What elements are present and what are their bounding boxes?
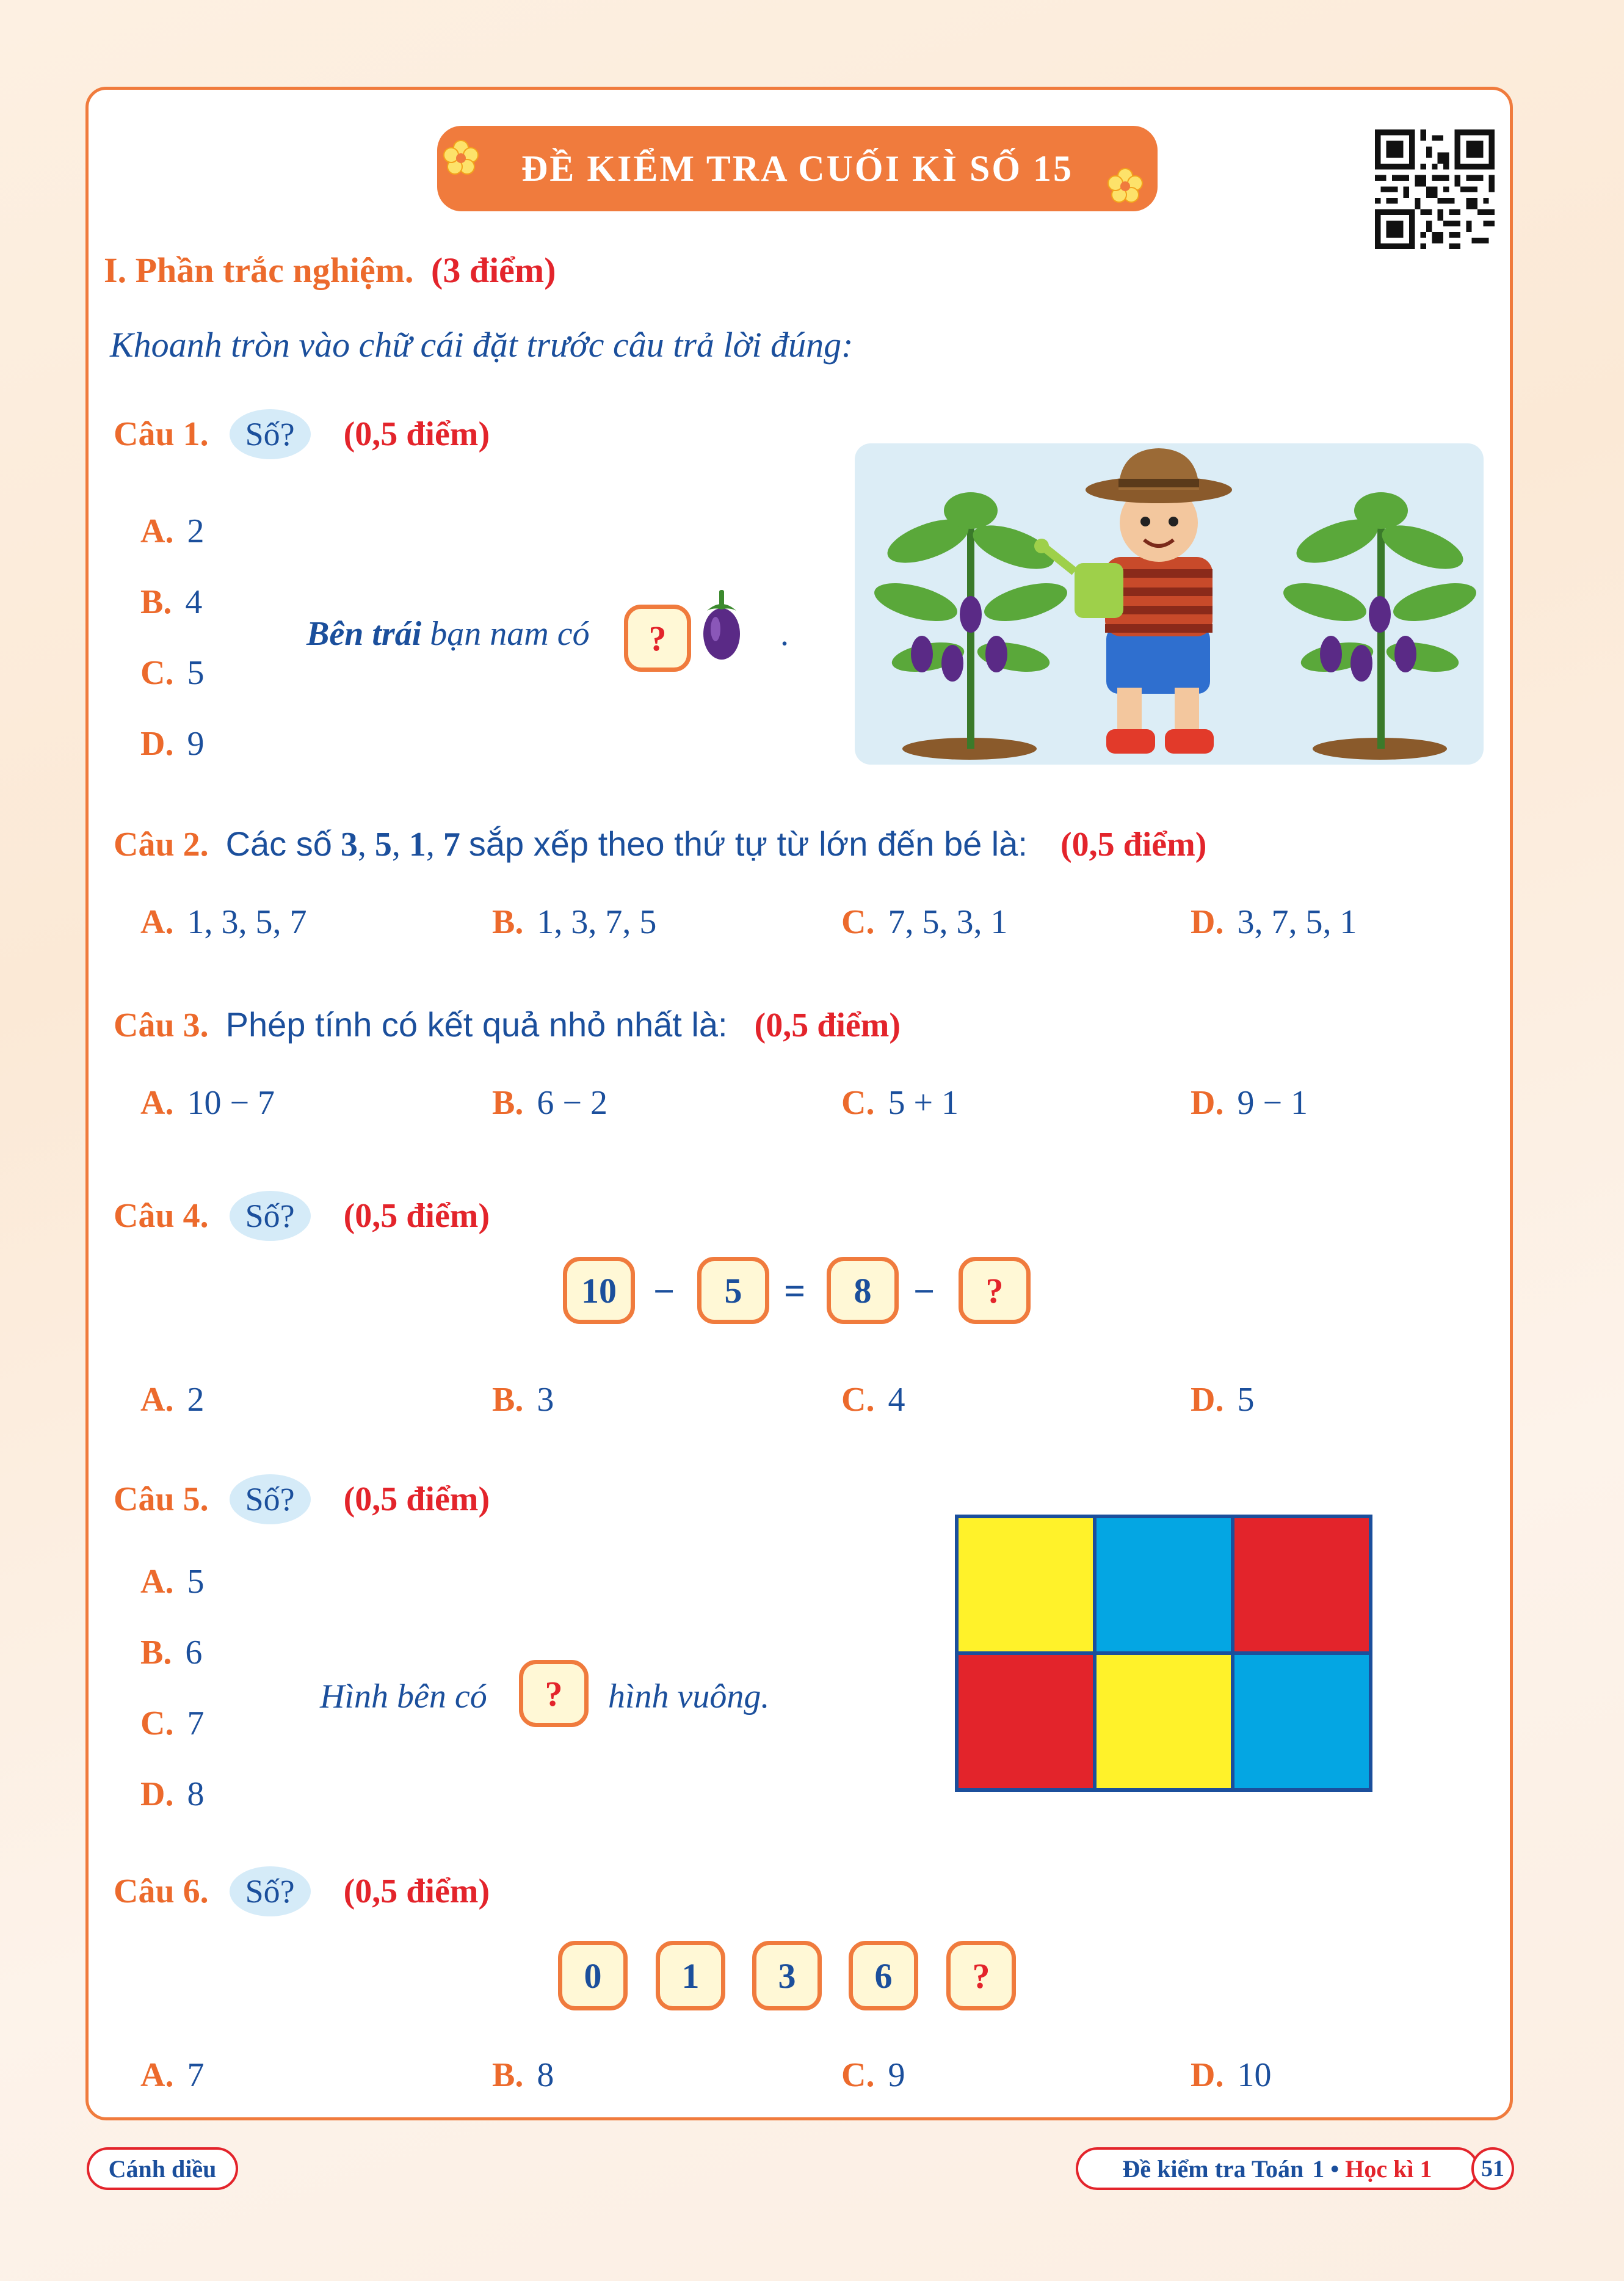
boy-watering-eggplants-image [855, 443, 1484, 765]
option-d[interactable]: D. 9 [140, 725, 205, 763]
points-label: (0,5 điểm) [343, 1872, 490, 1910]
option-a[interactable]: A. 1, 3, 5, 7 [140, 903, 307, 941]
minus-sign: − [653, 1271, 675, 1312]
points-label: (0,5 điểm) [1060, 826, 1207, 864]
number-tag: Số? [230, 1474, 311, 1524]
answer-box[interactable]: ? [959, 1257, 1031, 1324]
option-b[interactable]: B. 1, 3, 7, 5 [492, 903, 657, 941]
equation-box: 5 [697, 1257, 769, 1324]
answer-box[interactable]: ? [946, 1941, 1016, 2010]
grid-square [957, 1653, 1095, 1790]
option-d[interactable]: D. 9 − 1 [1191, 1084, 1308, 1122]
option-c[interactable]: C. 5 + 1 [841, 1084, 959, 1122]
flower-icon [441, 138, 481, 178]
question-label: Câu 4. [114, 1197, 209, 1235]
minus-sign: − [913, 1271, 935, 1312]
equation-box: 8 [827, 1257, 899, 1324]
equation-box: 10 [563, 1257, 635, 1324]
grid-square [1233, 1516, 1371, 1653]
question-1-header [114, 409, 490, 459]
sentence-end: . [780, 615, 789, 653]
sequence-box: 6 [849, 1941, 918, 2010]
option-a[interactable]: A. 10 − 7 [140, 1084, 275, 1122]
option-c[interactable]: C. 7 [140, 1704, 205, 1742]
question-5-header [114, 1474, 490, 1524]
question-label: Câu 6. [114, 1872, 209, 1910]
question-3-header: Câu 3. Phép tính có kết quả nhỏ nhất là: (0,5 điểm) [114, 1005, 901, 1044]
page-title-text: ĐỀ KIỂM TRA CUỐI KÌ SỐ 15 [521, 148, 1074, 189]
question-6-header [114, 1866, 490, 1916]
sequence-box: 3 [752, 1941, 822, 2010]
instruction-text: Khoanh tròn vào chữ cái đặt trước câu trả lời đúng: [110, 325, 854, 365]
number-tag: Số? [230, 1191, 311, 1241]
option-d[interactable]: D. 10 [1191, 2056, 1272, 2094]
question-label: Câu 1. [114, 415, 209, 453]
option-b[interactable]: B. 6 − 2 [492, 1084, 607, 1122]
option-d[interactable]: D. 8 [140, 1775, 205, 1813]
option-c[interactable]: C. 5 [140, 654, 205, 692]
question-5-text-end: hình vuông. [608, 1678, 770, 1715]
option-b[interactable]: B. 3 [492, 1381, 554, 1419]
grid-square [1095, 1653, 1233, 1790]
points-label: (0,5 điểm) [343, 1480, 490, 1518]
points-label: (0,5 điểm) [754, 1006, 901, 1044]
question-label: Câu 5. [114, 1480, 209, 1518]
grid-square [1233, 1653, 1371, 1790]
grid-square [957, 1516, 1095, 1653]
section-heading: I. Phần trắc nghiệm. (3 điểm) [104, 250, 556, 290]
question-label: Câu 3. [114, 1006, 209, 1044]
answer-box[interactable]: ? [519, 1660, 589, 1727]
question-4-header [114, 1191, 490, 1241]
option-c[interactable]: C. 7, 5, 3, 1 [841, 903, 1008, 941]
option-a[interactable]: A. 5 [140, 1563, 205, 1601]
option-a[interactable]: A. 7 [140, 2056, 205, 2094]
sequence-box: 1 [656, 1941, 725, 2010]
flower-icon [1105, 166, 1145, 206]
grid-square [1095, 1516, 1233, 1653]
equals-sign: = [784, 1271, 806, 1312]
question-2-header: Câu 2. Các số 3, 5, 1, 7 sắp xếp theo thứ tự từ lớn đến bé là: (0,5 điểm) [114, 824, 1207, 864]
option-b[interactable]: B. 4 [140, 583, 203, 621]
question-5-text: Hình bên có [320, 1678, 487, 1715]
points-label: (0,5 điểm) [343, 1197, 490, 1235]
option-a[interactable]: A. 2 [140, 1381, 205, 1419]
option-d[interactable]: D. 5 [1191, 1381, 1255, 1419]
points-label: (0,5 điểm) [343, 415, 490, 453]
sequence-box: 0 [558, 1941, 628, 2010]
question-label: Câu 2. [114, 826, 209, 864]
footer-publisher-label: Cánh diều [87, 2147, 238, 2190]
qr-code-icon[interactable] [1375, 129, 1495, 249]
option-c[interactable]: C. 9 [841, 2056, 905, 2094]
eggplant-icon [698, 585, 745, 661]
question-1-text: Bên trái bạn nam có [306, 615, 590, 653]
number-tag: Số? [230, 409, 311, 459]
number-tag: Số? [230, 1866, 311, 1916]
option-a[interactable]: A. 2 [140, 512, 205, 550]
footer-book-label: Đề kiểm tra Toán 1 • Học kì 1 [1076, 2147, 1479, 2190]
page-number: 51 [1471, 2147, 1514, 2190]
option-c[interactable]: C. 4 [841, 1381, 905, 1419]
option-b[interactable]: B. 8 [492, 2056, 554, 2094]
colored-squares-grid [955, 1515, 1372, 1792]
answer-box[interactable]: ? [624, 605, 691, 672]
option-d[interactable]: D. 3, 7, 5, 1 [1191, 903, 1357, 941]
option-b[interactable]: B. 6 [140, 1634, 203, 1672]
page-title [437, 126, 1158, 211]
